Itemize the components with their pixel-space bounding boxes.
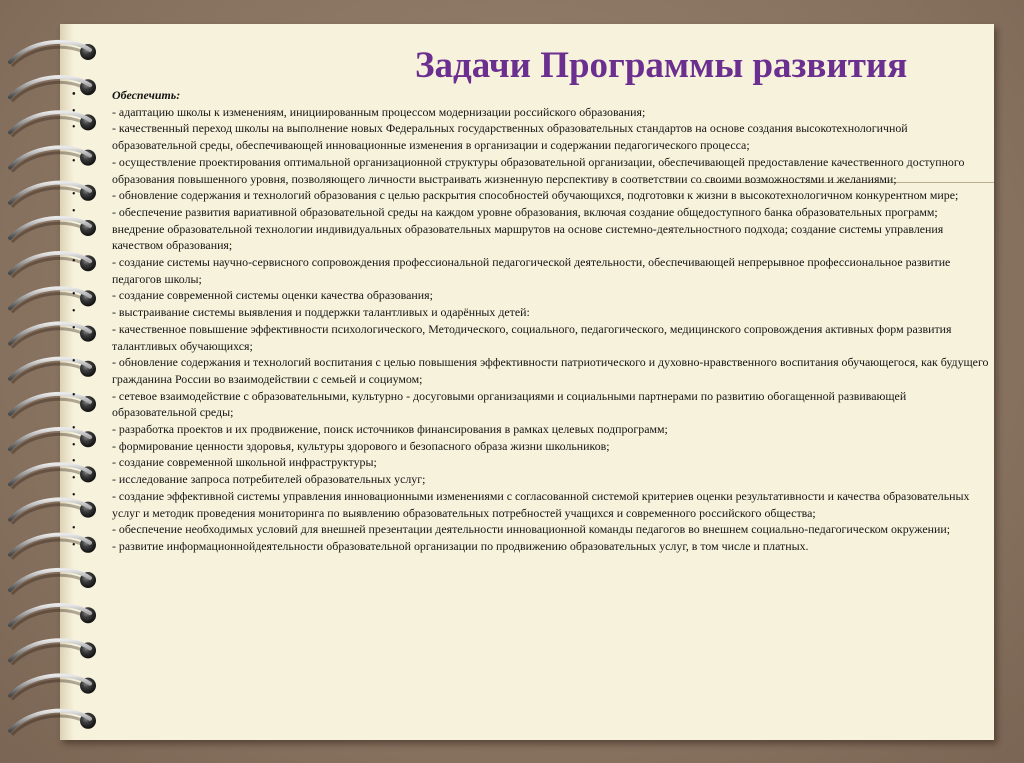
list-lead: • Обеспечить: <box>72 87 992 104</box>
list-item: • - адаптацию школы к изменениям, инициированным процессом модернизации российского образования; <box>72 104 992 121</box>
list-item: • - обеспечение необходимых условий для внешней презентации деятельности инновационной команды педагогов во внешнем социально-педагогическом окружении; <box>72 521 992 538</box>
list-item: • - исследование запроса потребителей образовательных услуг; <box>72 471 992 488</box>
list-item: • - сетевое взаимодействие с образовательными, культурно - досуговыми организациями и социальными партнерами по развитию обогащенной развивающей образовательной среды; <box>72 388 992 421</box>
page-title: Задачи Программы развития <box>415 45 908 86</box>
list-item: • - обновление содержания и технологий образования с целью раскрытия способностей обучающихся, подготовки к жизни в высокотехнологичном конкурентном мире; <box>72 187 992 204</box>
spiral-binding-ring <box>10 640 96 664</box>
list-item: • - обеспечение развития вариативной образовательной среды на каждом уровне образования, включая создание общедоступного банка образовательных программ; внедрение образовательной технологии индивидуальных образовательных маршрутов на основе системно-деятельностного подхода; создание системы управления качеством образования; <box>72 204 992 254</box>
list-item: • - выстраивание системы выявления и поддержки талантливых и одарённых детей: <box>72 304 992 321</box>
list-item: • - создание современной школьной инфраструктуры; <box>72 454 992 471</box>
spiral-binding-ring <box>10 42 96 66</box>
spiral-binding-ring <box>10 605 96 629</box>
list-item: • - создание эффективной системы управления инновационными изменениями с согласованной системой критериев оценки результативности и качества образовательных услуг и методик проведения мониторинга по выявлению образовательных потребностей учащихся и современного российского общества; <box>72 488 992 521</box>
list-item: • - качественный переход школы на выполнение новых Федеральных государственных образовательных стандартов на основе создания высокотехнологичной образовательной среды, обеспечивающей инновационные изменения в организации и содержании педагогического процесса; <box>72 120 992 153</box>
spiral-binding-ring <box>10 570 96 594</box>
list-item: • - создание современной системы оценки качества образования; <box>72 287 992 304</box>
list-item: • - формирование ценности здоровья, культуры здорового и безопасного образа жизни школьников; <box>72 438 992 455</box>
list-item: • - обновление содержания и технологий воспитания с целью повышения эффективности патриотического и духовно-нравственного воспитания обучающегося, как будущего гражданина России во взаимодействии с семьей и социумом; <box>72 354 992 387</box>
list-item: • - качественное повышение эффективности психологического, Методического, социального, педагогического, медицинского сопровождения активных форм развития талантливых обучающихся; <box>72 321 992 354</box>
list-item: • - создание системы научно-сервисного сопровождения профессиональной педагогической деятельности, обеспечивающей непрерывное профессиональное развитие педагогов школы; <box>72 254 992 287</box>
list-item: • - развитие информационнойдеятельности образовательной организации по продвижению образовательных услуг, в том числе и платных. <box>72 538 992 555</box>
list-item: • - осуществление проектирования оптимальной организационной структуры образовательной организации, обеспечивающей предоставление качественного доступного образования повышенного уровня, позволяющего личности выстраивать жизненную перспективу в соответствии со своими возможностями и желаниями; <box>72 154 992 187</box>
list-item: • - разработка проектов и их продвижение, поиск источников финансирования в рамках целевых подпрограмм; <box>72 421 992 438</box>
spiral-binding-ring <box>10 675 96 699</box>
task-list <box>72 87 992 555</box>
spiral-binding-ring <box>10 711 96 735</box>
